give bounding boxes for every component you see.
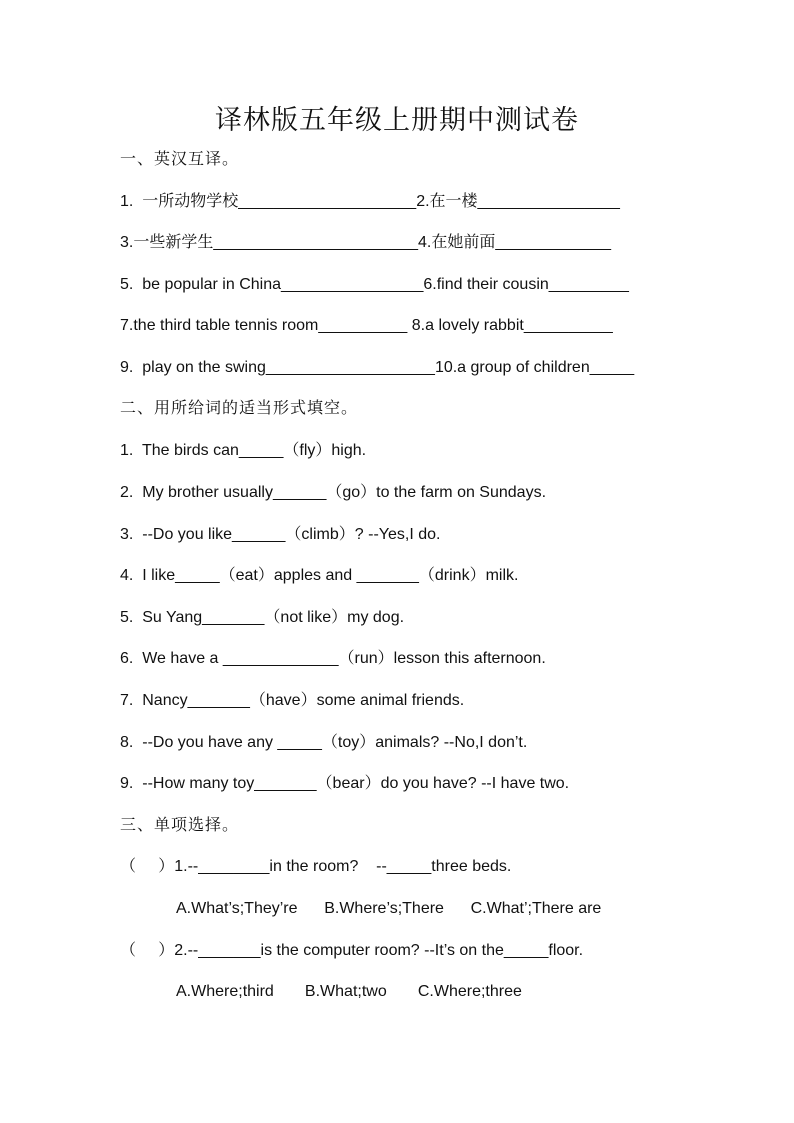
choice-question-1: （ ）1.--________in the room? --_____three beds. [120,858,512,875]
fill-blank-item-9: 9. --How many toy_______（bear）do you have? --I have two. [120,775,570,792]
fill-blank-item-2: 2. My brother usually______（go）to the farm on Sundays. [120,484,547,501]
section-2-heading: 二、用所给词的适当形式填空。 [120,400,359,417]
fill-blank-item-3: 3. --Do you like______（climb）? --Yes,I do. [120,526,441,543]
fill-blank-item-5: 5. Su Yang_______（not like）my dog. [120,609,405,626]
translation-item-7-8: 7.the third table tennis room__________ 8.a lovely rabbit__________ [120,317,613,334]
fill-blank-item-4: 4. I like_____（eat）apples and _______（drink）milk. [120,567,519,584]
fill-blank-item-1: 1. The birds can_____（fly）high. [120,442,367,459]
translation-item-3-4: 3.一些新学生_______________________4.在她前面_____________ [120,234,612,251]
fill-blank-item-8: 8. --Do you have any _____（toy）animals? --No,I don’t. [120,734,528,751]
choice-question-2: （ ）2.--_______is the computer room? --It’s on the_____floor. [120,942,584,959]
translation-item-9-10: 9. play on the swing___________________10.a group of children_____ [120,359,635,376]
choice-question-2-options: A.Where;third B.What;two C.Where;three [176,983,522,1000]
page-title: 译林版五年级上册期中测试卷 [215,105,579,136]
translation-item-5-6: 5. be popular in China________________6.find their cousin_________ [120,276,629,293]
section-1-heading: 一、英汉互译。 [120,151,240,168]
fill-blank-item-6: 6. We have a _____________（run）lesson this afternoon. [120,650,546,667]
choice-question-1-options: A.What’s;They’re B.Where’s;There C.What’;There are [176,900,602,917]
section-3-heading: 三、单项选择。 [120,817,240,834]
translation-item-1-2: 1. 一所动物学校____________________2.在一楼________________ [120,193,620,210]
fill-blank-item-7: 7. Nancy_______（have）some animal friends. [120,692,465,709]
